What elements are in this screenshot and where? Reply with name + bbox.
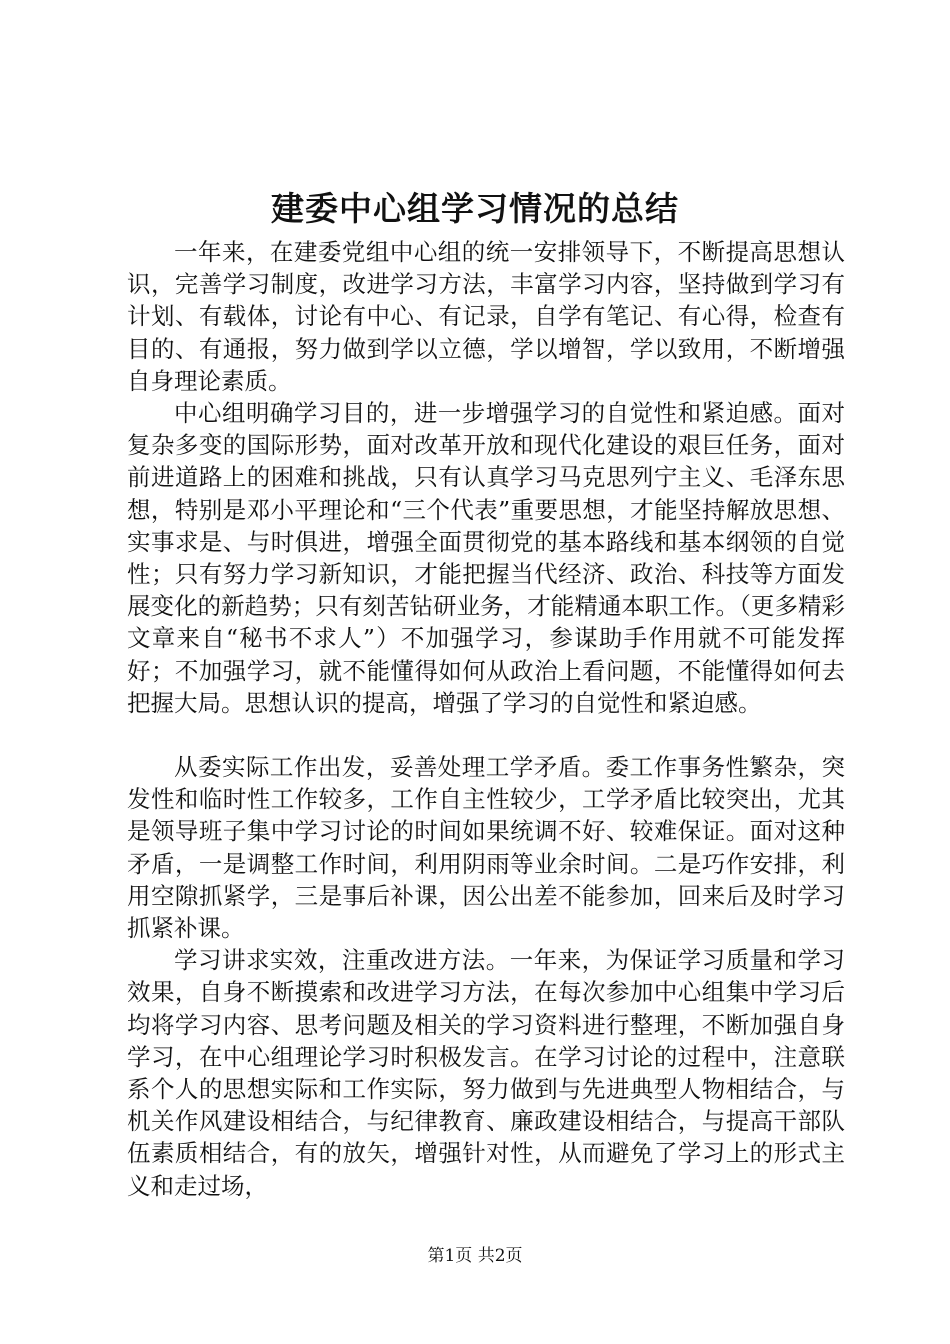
paragraph-1: 一年来，在建委党组中心组的统一安排领导下，不断提高思想认识，完善学习制度，改进学习方法，丰富学习内容，坚持做到学习有计划、有载体，讨论有中心、有记录，自学有笔记、有心得，检查有目的、有通报，努力做到学以立德，学以增智，学以致用，不断增强自身理论素质。: [127, 238, 845, 395]
paragraph-2: 中心组明确学习目的，进一步增强学习的自觉性和紧迫感。面对复杂多变的国际形势，面对改革开放和现代化建设的艰巨任务，面对前进道路上的困难和挑战，只有认真学习马克思列宁主义、毛泽东思想，特别是邓小平理论和“三个代表”重要思想，才能坚持解放思想、实事求是、与时俱进，增强全面贯彻党的基本路线和基本纲领的自觉性；只有努力学习新知识，才能把握当代经济、政治、科技等方面发展变化的新趋势；只有刻苦钻研业务，才能精通本职工作。（更多精彩文章来自“秘书不求人”）不加强学习，参谋助手作用就不可能发挥好；不加强学习，就不能懂得如何从政治上看问题，不能懂得如何去把握大局。思想认识的提高，增强了学习的自觉性和紧迫感。: [127, 399, 845, 717]
paragraph-3: 从委实际工作出发，妥善处理工学矛盾。委工作事务性繁杂，突发性和临时性工作较多，工作自主性较少，工学矛盾比较突出，尤其是领导班子集中学习讨论的时间如果统调不好、较难保证。面对这种矛盾，一是调整工作时间，利用阴雨等业余时间。二是巧作安排，利用空隙抓紧学，三是事后补课，因公出差不能参加，回来后及时学习抓紧补课。: [127, 753, 845, 943]
document-body: [127, 236, 845, 1202]
document-title: 建委中心组学习情况的总结: [271, 189, 679, 228]
page-footer: 第1页 共2页: [427, 1246, 523, 1266]
paragraph-4: 学习讲求实效，注重改进方法。一年来，为保证学习质量和学习效果，自身不断摸索和改进学习方法，在每次参加中心组集中学习后均将学习内容、思考问题及相关的学习资料进行整理，不断加强自身学习，在中心组理论学习时积极发言。在学习讨论的过程中，注意联系个人的思想实际和工作实际，努力做到与先进典型人物相结合，与机关作风建设相结合，与纪律教育、廉政建设相结合，与提高干部队伍素质相结合，有的放矢，增强针对性，从而避免了学习上的形式主义和走过场，: [127, 946, 845, 1200]
